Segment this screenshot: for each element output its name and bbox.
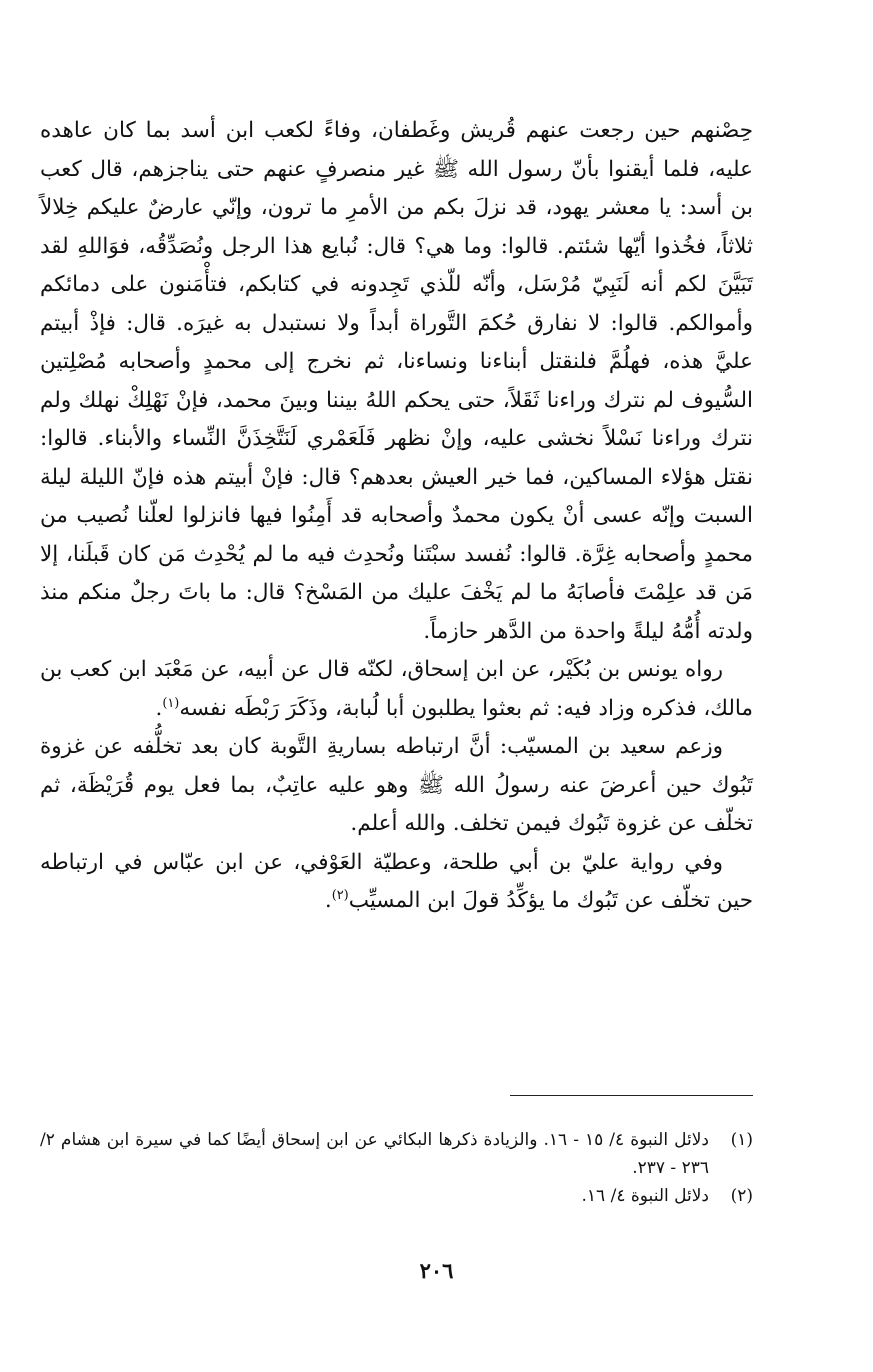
paragraph-1-text: حِصْنهم حين رجعت عنهم قُريش وغَطفان، وفاءً لكعب ابن أسد بما كان عاهده عليه، فلما أيقنوا بأنّ رسول الله ﷺ غير منصرفٍ عنهم حتى يناجزهم، قال كعب بن أسد: يا معشر يهود، قد نزلَ بكم من الأمرِ ما ترون، وإنّي عارضٌ عليكم خِلالاً ثلاثاً، فخُذوا أيّها شئتم. قالوا: وما هي؟ قال: نُبايع هذا الرجل ونُصَدِّقُه، فوَاللهِ لقد تَبَيَّنَ لكم أنه لَنَبِيّ مُرْسَل، وأنّه للّذي تَجِدونه في كتابكم، فتأْمَنون على دمائكم وأموالكم. قالوا: لا نفارق حُكمَ التَّوراة أبداً ولا نستبدل به غيرَه. قال: فإذْ أبيتم عليَّ هذه، فهلُمَّ فلنقتل أبناءنا ونساءنا، ثم نخرج إلى محمدٍ وأصحابه مُصْلِتين السُّيوف لم نترك وراءنا ثَقَلاً، حتى يحكم اللهُ بيننا وبينَ محمد، فإنْ نَهْلِكْ نهلك ولم نترك وراءنا نَسْلاً نخشى عليه، وإنْ نظهر فَلَعَمْري لَنَتَّخِذَنَّ النِّساء والأبناء. قالوا: نقتل هؤلاء المساكين، فما خير العيش بعدهم؟ قال: فإنْ أبيتم هذه فإنّ الليلة ليلة السبت وإنّه عسى أنْ يكون محمدٌ وأصحابه قد أَمِنُوا فيها فانزلوا لعلّنا نُصيب من محمدٍ وأصحابه غِرَّة. قالوا: نُفسد سبْتَنا ونُحدِث فيه ما لم يُحْدِث مَن كان قَبلَنا، إلا مَن قد علِمْتَ فأصابَهُ ما لم يَخْفَ عليك من المَسْخ؟ قال: ما باتَ رجلٌ منكم منذ ولدته أُمُّهُ ليلةً واحدة من الدَّهر حازماً. (40, 118, 753, 644)
paragraph-2-tail: . (155, 695, 163, 721)
paragraph-2-text: رواه يونس بن بُكَيْر، عن ابن إسحاق، لكنّه قال عن أبيه، عن مَعْبَد ابن كعب بن مالك، فذكره وزاد فيه: ثم بعثوا يطلبون أبا لُبابة، وذَكَرَ رَبْطَه نفسه (40, 657, 753, 721)
footnote-2-number: (٢) (730, 1186, 753, 1206)
paragraph-4-tail: . (324, 888, 332, 913)
footnote-divider (510, 1095, 753, 1096)
page-number: ٢٠٦ (419, 1258, 454, 1283)
paragraph-3 (40, 728, 753, 844)
footnote-ref-2[interactable]: (٢) (331, 887, 349, 903)
footnote-2-text: دلائل النبوة ٤/ ١٦. (581, 1186, 709, 1206)
paragraph-2 (40, 651, 753, 728)
paragraph-4 (40, 844, 753, 921)
footnote-1 (40, 1126, 753, 1182)
paragraph-4-text: وفي رواية عليّ بن أبي طلحة، وعطيّة العَوْفي، عن ابن عبّاس في ارتباطه حين تخلّف عن تَبُوك ما يؤكِّدُ قولَ ابن المسيِّب (40, 849, 753, 913)
main-text (40, 112, 753, 921)
footnote-1-text: دلائل النبوة ٤/ ١٥ - ١٦. والزيادة ذكرها البكائي عن ابن إسحاق أيضًا كما في سيرة ابن هشام ٢/ ٢٣٦ - ٢٣٧. (40, 1130, 709, 1178)
paragraph-1 (40, 112, 753, 651)
footnote-1-number: (١) (730, 1130, 753, 1150)
footnote-2 (40, 1182, 753, 1210)
footnotes-section (40, 1126, 753, 1210)
footnote-ref-1[interactable]: (١) (162, 695, 180, 711)
paragraph-3-text: وزعم سعيد بن المسيّب: أنَّ ارتباطه بساريةِ التَّوبة كان بعد تخلُّفه عن غزوة تَبُوك حين أعرضَ عنه رسولُ الله ﷺ وهو عليه عاتِبٌ، بما فعل يوم قُرَيْظَة، ثم تخلّف عن غزوة تَبُوك فيمن تخلف. والله أعلم. (40, 734, 753, 836)
